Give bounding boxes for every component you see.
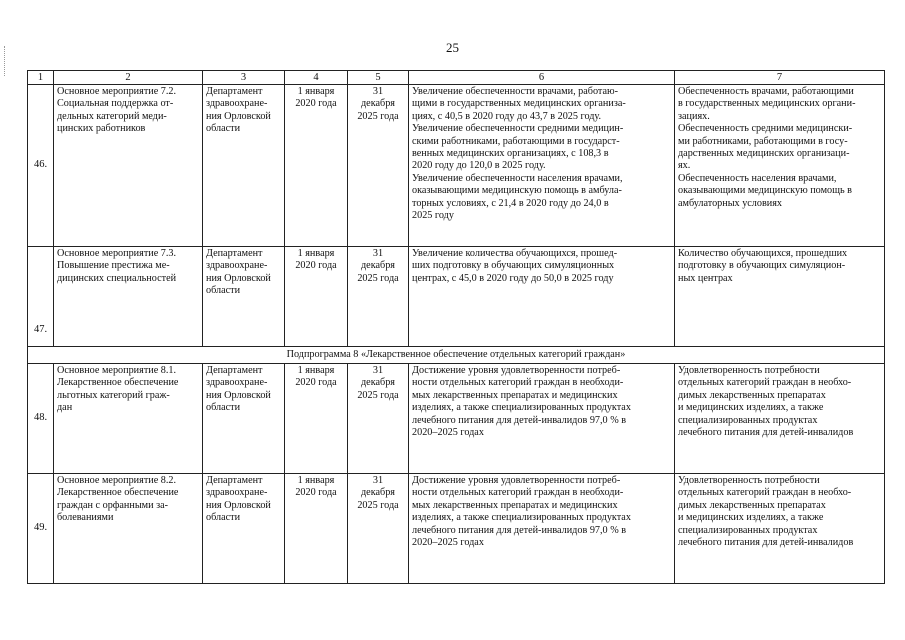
executor-text: Департамент здравоохране- ния Орловской области xyxy=(206,365,271,414)
result-cell xyxy=(409,85,675,247)
result-text: Достижение уровня удовлетворенности потреб- ности отдельных категорий граждан в необходи- мых лекарственных препаратах и медицинских изделиях, а также специализированных продуктах лечебного питания для детей-инвалидов 97,0 % в 2020–2025 годах xyxy=(412,475,631,549)
result-cell xyxy=(409,247,675,347)
measures-table xyxy=(27,70,885,584)
measure-text: Основное мероприятие 8.2. Лекарственное обеспечение граждан с орфанными за- болеваниями xyxy=(57,475,179,524)
column-header: 6 xyxy=(409,71,675,85)
subprogram-title: Подпрограмма 8 «Лекарственное обеспечение отдельных категорий граждан» xyxy=(28,347,885,364)
table-row xyxy=(28,85,885,247)
end-date-text: 31 декабря 2025 года xyxy=(357,86,399,122)
executor-text: Департамент здравоохране- ния Орловской области xyxy=(206,475,271,524)
result-text: Увеличение обеспеченности врачами, работаю- щими в государственных медицинских организа- циях, с 40,5 в 2020 году до 43,7 в 2025 году. Увеличение обеспеченности средними медицин- скими работниками, работающими в государст- венных медицинских организациях, с 108,3 в 2020 году до 120,0 в 2025 году. Увеличение обеспеченности населения врачами, оказывающими медицинскую помощь в амбула- торных условиях, с 21,4 в 2020 году до 24,0 в 2025 году xyxy=(412,86,626,222)
row-number: 47. xyxy=(28,247,54,347)
measure-cell xyxy=(54,85,203,247)
indicator-text: Удовлетворенность потребности отдельных категорий граждан в необхо- димых лекарственных препаратах и медицинских изделиях, а также специализированных продуктах лечебного питания для детей-инвалидов xyxy=(678,365,854,439)
page-number: 25 xyxy=(446,40,459,55)
indicator-cell xyxy=(675,474,885,584)
executor-text: Департамент здравоохране- ния Орловской области xyxy=(206,248,271,297)
start-date-text: 1 января 2020 года xyxy=(295,86,337,110)
executor-cell xyxy=(203,85,285,247)
subprogram-row xyxy=(28,347,885,364)
table-row xyxy=(28,364,885,474)
executor-text: Департамент здравоохране- ния Орловской области xyxy=(206,86,271,135)
column-header: 1 xyxy=(28,71,54,85)
end-date-cell xyxy=(348,85,409,247)
end-date-cell xyxy=(348,364,409,474)
column-header: 2 xyxy=(54,71,203,85)
result-text: Увеличение количества обучающихся, прошед- ших подготовку в обучающих симуляционных центрах, с 45,0 в 2020 году до 50,0 в 2025 году xyxy=(412,248,618,284)
end-date-text: 31 декабря 2025 года xyxy=(357,248,399,284)
column-header: 5 xyxy=(348,71,409,85)
row-number: 46. xyxy=(28,85,54,247)
start-date-cell xyxy=(285,474,348,584)
indicator-text: Количество обучающихся, прошедших подготовку в обучающих симуляцион- ных центрах xyxy=(678,248,848,284)
start-date-text: 1 января 2020 года xyxy=(295,365,337,389)
scan-margin-mark xyxy=(4,46,7,76)
executor-cell xyxy=(203,247,285,347)
end-date-text: 31 декабря 2025 года xyxy=(357,365,399,401)
indicator-cell xyxy=(675,85,885,247)
table-row xyxy=(28,247,885,347)
start-date-cell xyxy=(285,247,348,347)
result-text: Достижение уровня удовлетворенности потреб- ности отдельных категорий граждан в необходи- мых лекарственных препаратах и медицинских изделиях, а также специализированных продуктах лечебного питания для детей-инвалидов 97,0 % в 2020–2025 годах xyxy=(412,365,631,439)
start-date-text: 1 января 2020 года xyxy=(295,248,337,272)
column-header: 4 xyxy=(285,71,348,85)
measure-text: Основное мероприятие 7.3. Повышение престижа ме- дицинских специальностей xyxy=(57,248,177,284)
result-cell xyxy=(409,364,675,474)
start-date-cell xyxy=(285,85,348,247)
measure-cell xyxy=(54,364,203,474)
start-date-cell xyxy=(285,364,348,474)
measure-text: Основное мероприятие 8.1. Лекарственное обеспечение льготных категорий граж- дан xyxy=(57,365,179,414)
indicator-cell xyxy=(675,247,885,347)
measure-text: Основное мероприятие 7.2. Социальная поддержка от- дельных категорий меди- цинских работников xyxy=(57,86,177,135)
executor-cell xyxy=(203,364,285,474)
measure-cell xyxy=(54,247,203,347)
indicator-text: Удовлетворенность потребности отдельных категорий граждан в необхо- димых лекарственных препаратах и медицинских изделиях, а также специализированных продуктах лечебного питания для детей-инвалидов xyxy=(678,475,854,549)
result-cell xyxy=(409,474,675,584)
start-date-text: 1 января 2020 года xyxy=(295,475,337,499)
executor-cell xyxy=(203,474,285,584)
column-header: 3 xyxy=(203,71,285,85)
table-row xyxy=(28,474,885,584)
end-date-cell xyxy=(348,474,409,584)
measure-cell xyxy=(54,474,203,584)
row-number: 48. xyxy=(28,364,54,474)
end-date-text: 31 декабря 2025 года xyxy=(357,475,399,511)
indicator-text: Обеспеченность врачами, работающими в государственных медицинских органи- зациях. Обеспеченность средними медицински- ми работниками, работающими в госу- дарственных медицинских организаци- ях. Обеспеченность населения врачами, оказывающими медицинскую помощь в амбулаторных условиях xyxy=(678,86,856,209)
column-header: 7 xyxy=(675,71,885,85)
row-number: 49. xyxy=(28,474,54,584)
indicator-cell xyxy=(675,364,885,474)
end-date-cell xyxy=(348,247,409,347)
column-header-row xyxy=(28,71,885,85)
